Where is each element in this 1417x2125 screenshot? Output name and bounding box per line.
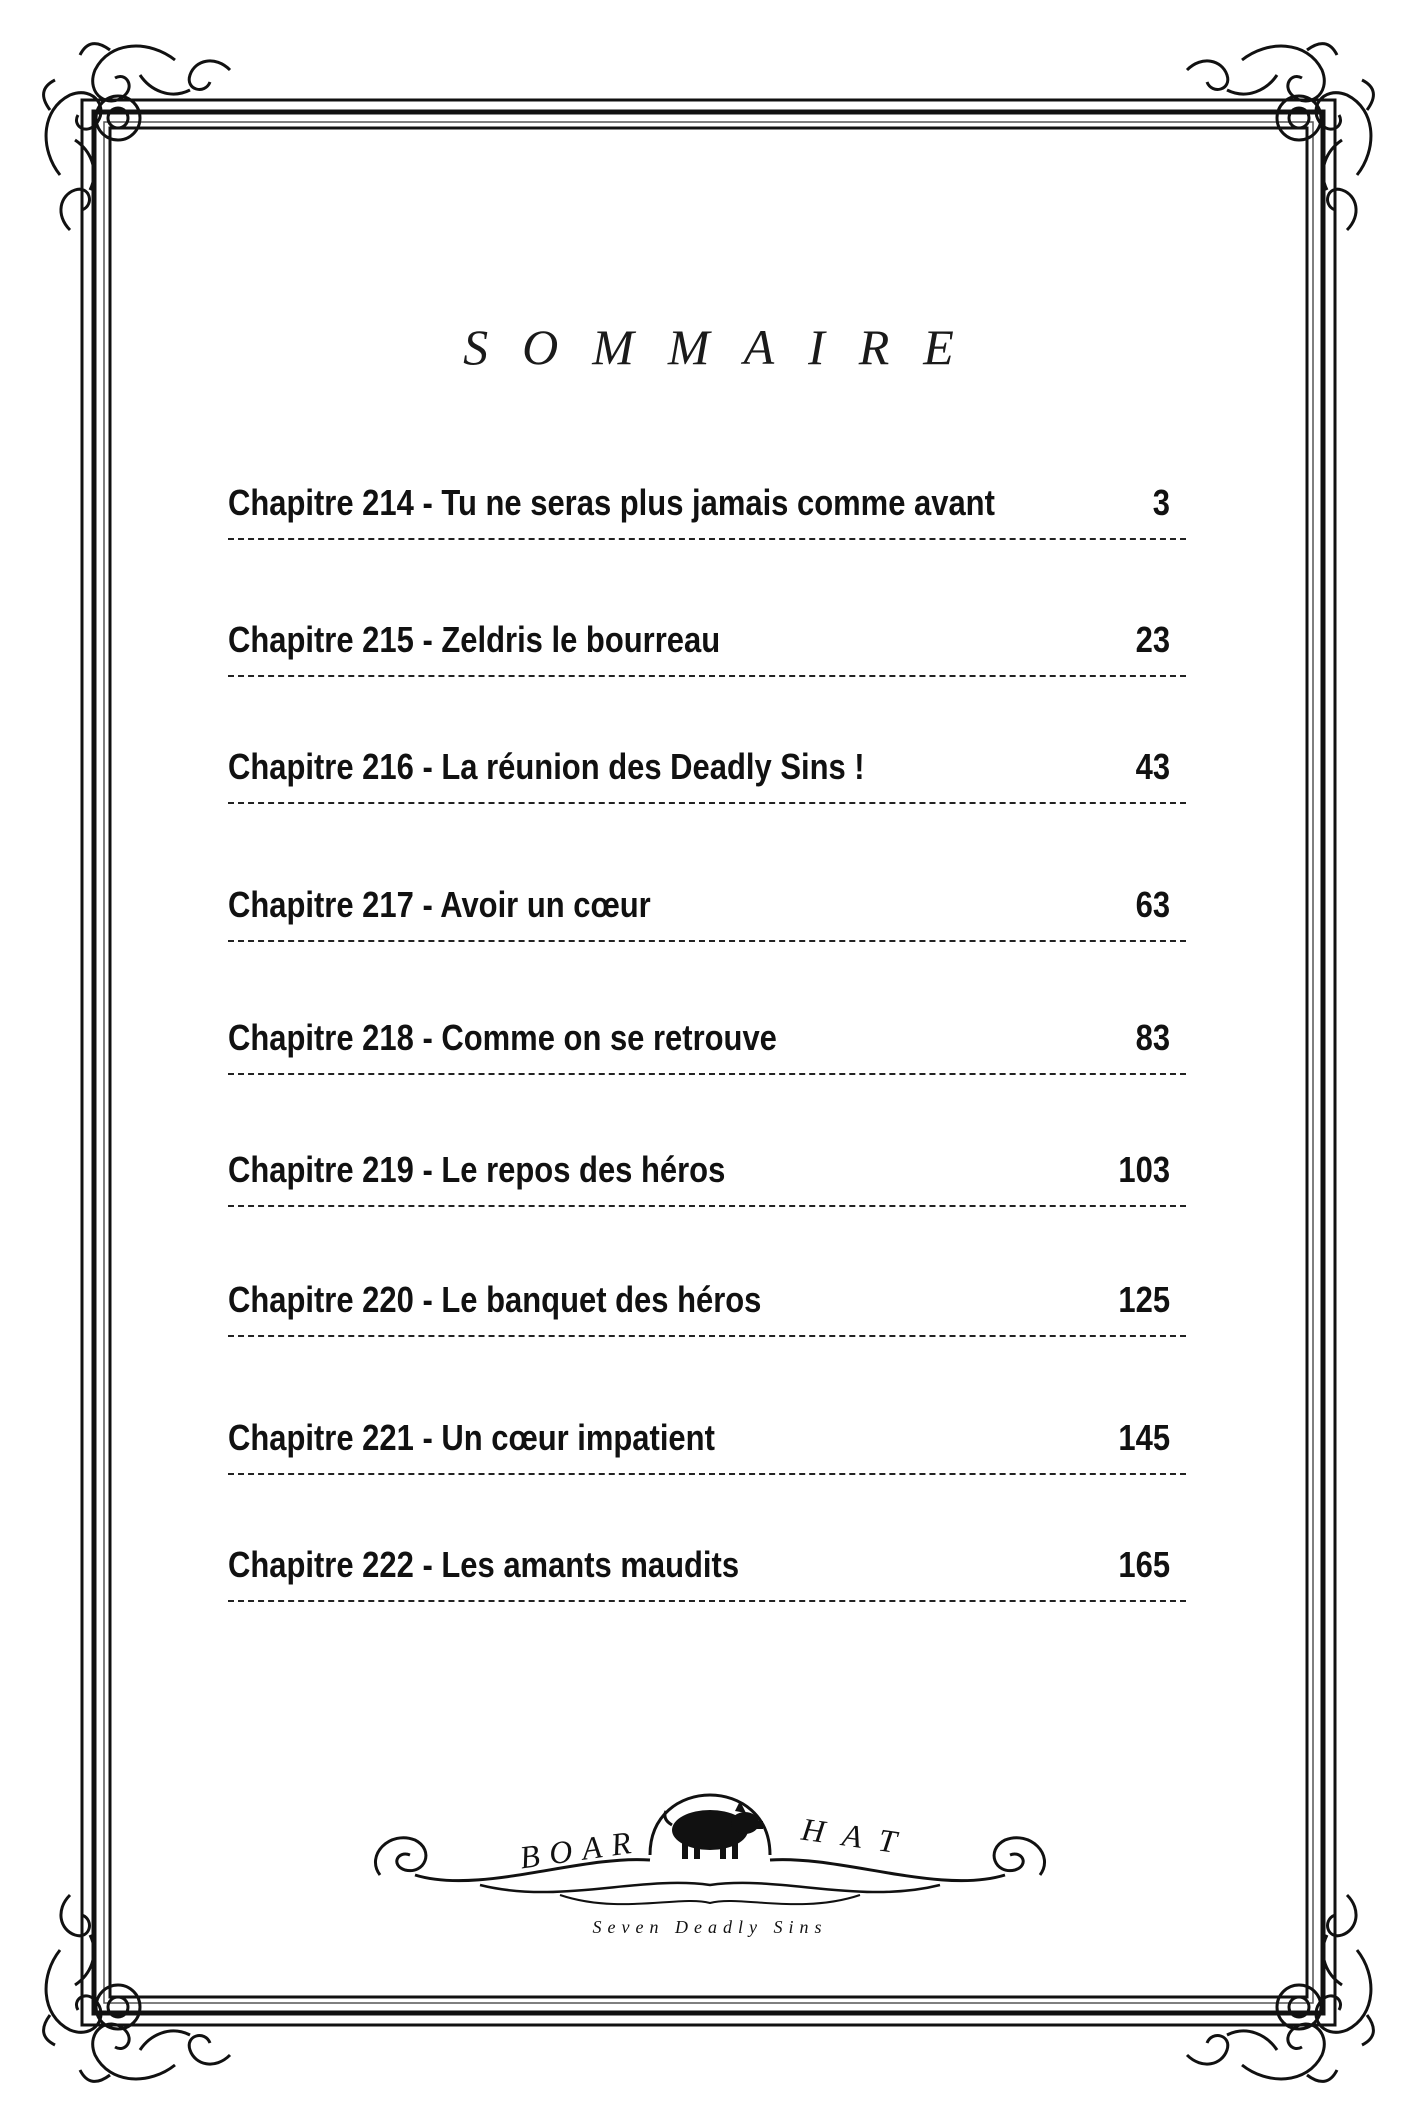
chapter-name: Tu ne seras plus jamais comme avant <box>441 482 995 523</box>
chapter-name: Avoir un cœur <box>440 884 651 925</box>
chapter-title <box>228 619 720 661</box>
toc-entry <box>228 880 1186 942</box>
chapter-title <box>228 1017 777 1059</box>
chapter-title <box>228 1279 761 1321</box>
chapter-number: Chapitre 221 <box>228 1417 414 1458</box>
toc-entry <box>228 742 1186 804</box>
chapter-separator: - <box>422 1279 433 1320</box>
chapter-separator: - <box>422 1149 433 1190</box>
logo-tagline: Seven Deadly Sins <box>592 1917 828 1937</box>
chapter-title <box>228 1544 739 1586</box>
toc-entry <box>228 1145 1186 1207</box>
corner-ornament-bottom-left <box>44 1895 230 2081</box>
toc-entry <box>228 1275 1186 1337</box>
chapter-name: Le banquet des héros <box>441 1279 762 1320</box>
page-number: 23 <box>1135 619 1170 660</box>
chapter-number: Chapitre 217 <box>228 884 414 925</box>
chapter-name: Les amants maudits <box>441 1544 740 1585</box>
chapter-number: Chapitre 215 <box>228 619 414 660</box>
toc-entry <box>228 1413 1186 1475</box>
toc-entry <box>228 1013 1186 1075</box>
corner-ornament-top-left <box>44 44 230 230</box>
page-number: 125 <box>1118 1279 1170 1320</box>
chapter-title <box>228 1149 725 1191</box>
chapter-separator: - <box>422 619 433 660</box>
chapter-number: Chapitre 222 <box>228 1544 414 1585</box>
toc-entry <box>228 615 1186 677</box>
chapter-separator: - <box>422 1417 433 1458</box>
chapter-name: Comme on se retrouve <box>441 1017 777 1058</box>
page-number: 3 <box>1152 482 1170 523</box>
page-title: SOMMAIRE <box>463 319 988 375</box>
chapter-title <box>228 482 995 524</box>
chapter-title <box>228 746 865 788</box>
logo-left-word: BOAR <box>517 1822 644 1876</box>
logo-right-word: HAT <box>799 1810 917 1863</box>
chapter-name: Le repos des héros <box>441 1149 726 1190</box>
pig-icon <box>665 1801 763 1859</box>
corner-ornament-bottom-right <box>1187 1895 1373 2081</box>
boar-hat-logo <box>360 1745 1060 1945</box>
toc-entry <box>228 1540 1186 1602</box>
chapter-separator: - <box>422 884 433 925</box>
page-number: 63 <box>1135 884 1170 925</box>
page-number: 83 <box>1135 1017 1170 1058</box>
chapter-separator: - <box>422 482 433 523</box>
chapter-number: Chapitre 218 <box>228 1017 414 1058</box>
chapter-name: Zeldris le bourreau <box>441 619 721 660</box>
chapter-number: Chapitre 214 <box>228 482 414 523</box>
chapter-separator: - <box>422 1017 433 1058</box>
chapter-separator: - <box>422 746 433 787</box>
page-number: 103 <box>1118 1149 1170 1190</box>
page-number: 43 <box>1135 746 1170 787</box>
toc-entry <box>228 478 1186 540</box>
chapter-number: Chapitre 220 <box>228 1279 414 1320</box>
page-number: 165 <box>1118 1544 1170 1585</box>
chapter-name: La réunion des Deadly Sins ! <box>441 746 865 787</box>
chapter-title <box>228 1417 715 1459</box>
chapter-title <box>228 884 651 926</box>
chapter-number: Chapitre 219 <box>228 1149 414 1190</box>
page-number: 145 <box>1118 1417 1170 1458</box>
corner-ornament-top-right <box>1187 44 1373 230</box>
chapter-number: Chapitre 216 <box>228 746 414 787</box>
chapter-separator: - <box>422 1544 433 1585</box>
chapter-name: Un cœur impatient <box>441 1417 715 1458</box>
